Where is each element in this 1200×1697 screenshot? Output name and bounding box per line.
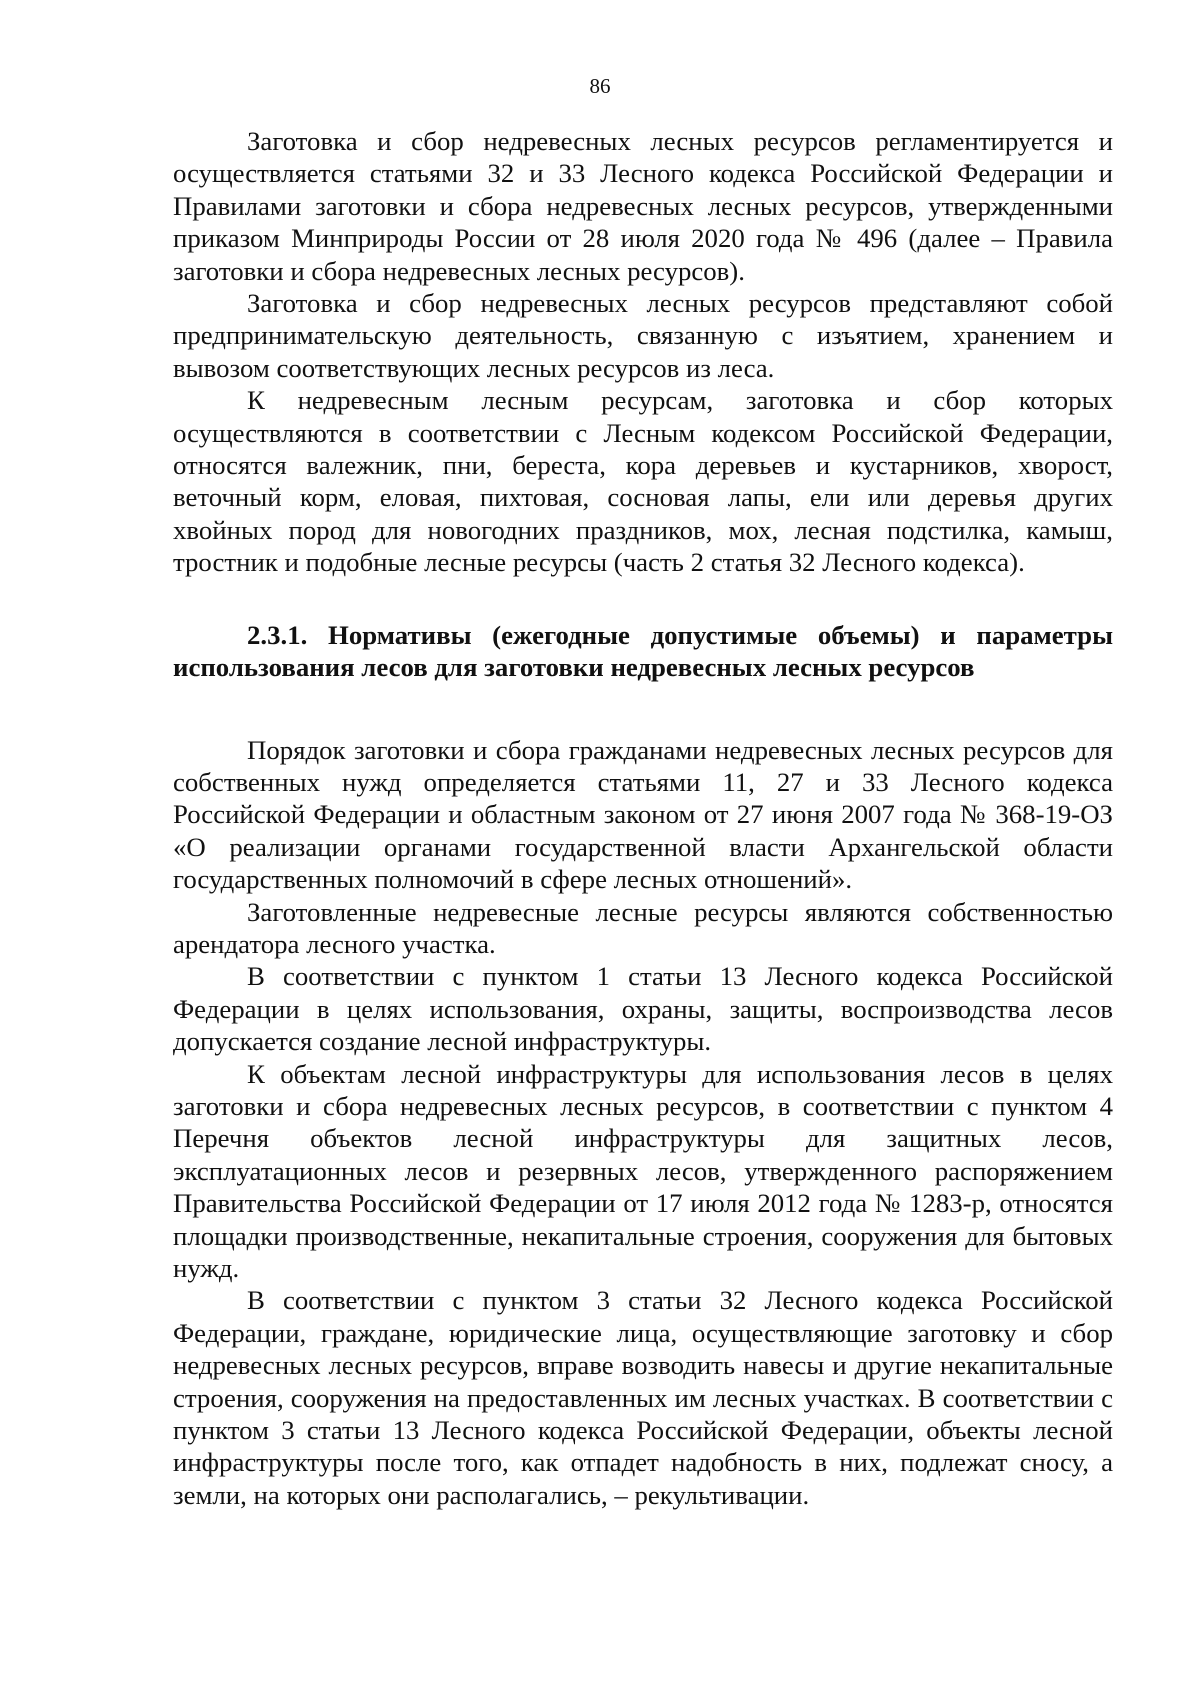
paragraph: Заготовка и сбор недревесных лесных ресурсов представляют собой предпринимательскую деятельность, связанную с изъятием, хранением и вывозом соответствующих лесных ресурсов из леса. [173, 288, 1113, 383]
paragraph: К недревесным лесным ресурсам, заготовка и сбор которых осуществляются в соответствии с Лесным кодексом Российской Федерации, относятся валежник, пни, береста, кора деревьев и кустарников, хворост, веточный корм, еловая, пихтовая, сосновая лапы, ели или деревья других хвойных пород для новогодних праздников, мох, лесная подстилка, камыш, тростник и подобные лесные ресурсы (часть 2 статья 32 Лесного кодекса). [173, 385, 1113, 578]
paragraph: В соответствии с пунктом 1 статьи 13 Лесного кодекса Российской Федерации в целях использования, охраны, защиты, воспроизводства лесов допускается создание лесной инфраструктуры. [173, 961, 1113, 1057]
page-number: 86 [589, 74, 611, 98]
paragraph: К объектам лесной инфраструктуры для использования лесов в целях заготовки и сбора недревесных лесных ресурсов, в соответствии с пунктом 4 Перечня объектов лесной инфраструктуры для защитных лесов, эксплуатационных лесов и резервных лесов, утвержденного распоряжением Правительства Российской Федерации от 17 июля 2012 года № 1283-р, относятся площадки производственные, некапитальные строения, сооружения для бытовых нужд. [173, 1058, 1113, 1283]
paragraph: Заготовка и сбор недревесных лесных ресурсов регламентируется и осуществляется статьями 32 и 33 Лесного кодекса Российской Федерации и Правилами заготовки и сбора недревесных лесных ресурсов, утвержденными приказом Минприроды России от 28 июля 2020 года № 496 (далее – Правила заготовки и сбора недревесных лесных ресурсов). [173, 126, 1113, 286]
document-body [173, 125, 1113, 1511]
paragraph: В соответствии с пунктом 3 статьи 32 Лесного кодекса Российской Федерации, граждане, юридические лица, осуществляющие заготовку и сбор недревесных лесных ресурсов, вправе возводить навесы и другие некапитальные строения, сооружения на предоставленных им лесных участках. В соответствии с пунктом 3 статьи 13 Лесного кодекса Российской Федерации, объекты лесной инфраструктуры после того, как отпадет надобность в них, подлежат сносу, а земли, на которых они располагались, – рекультивации. [173, 1285, 1113, 1510]
paragraph: Порядок заготовки и сбора гражданами недревесных лесных ресурсов для собственных нужд определяется статьями 11, 27 и 33 Лесного кодекса Российской Федерации и областным законом от 27 июня 2007 года № 368-19-ОЗ «О реализации органами государственной власти Архангельской области государственных полномочий в сфере лесных отношений». [173, 734, 1113, 895]
paragraph: Заготовленные недревесные лесные ресурсы являются собственностью арендатора лесного участка. [173, 896, 1113, 959]
section-heading: 2.3.1. Нормативы (ежегодные допустимые объемы) и параметры использования лесов для заготовки недревесных лесных ресурсов [173, 619, 1113, 683]
